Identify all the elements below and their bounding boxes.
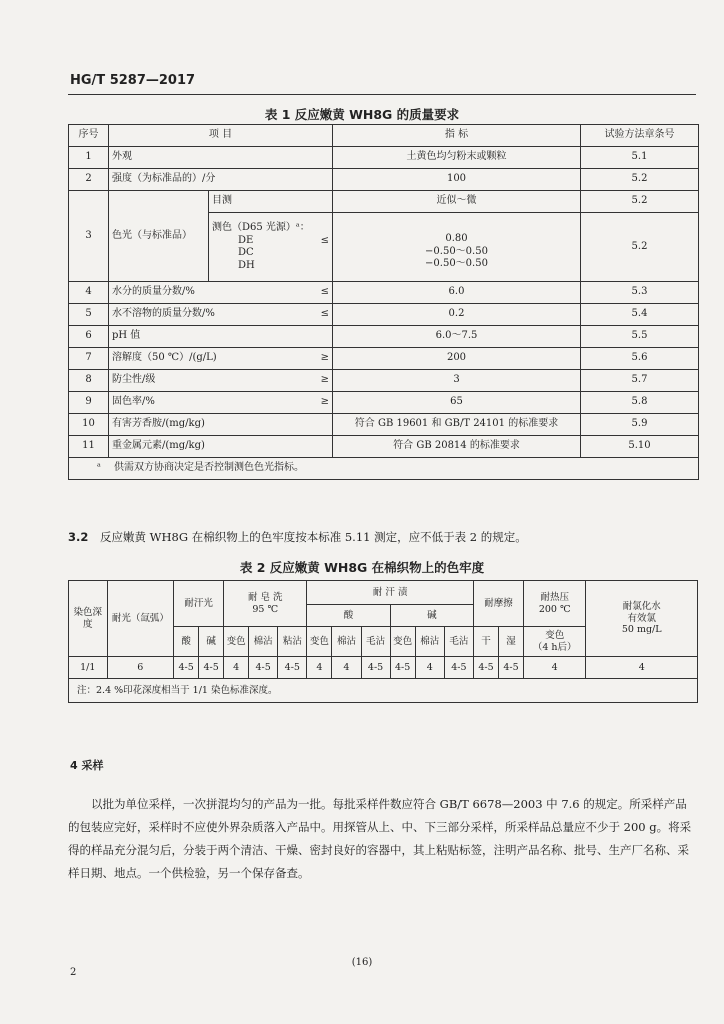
header-sweat-light: 耐汗光 bbox=[174, 581, 224, 627]
de-label: DE bbox=[238, 234, 254, 246]
footnote-mark: ᵃ bbox=[97, 462, 101, 474]
row-item: 有害芳香胺/(mg/kg) bbox=[109, 414, 333, 436]
row-value: 6.0 bbox=[333, 282, 581, 304]
header-alkali: 碱 bbox=[390, 605, 473, 627]
cell-wash-viscose: 4-5 bbox=[278, 657, 307, 679]
sub-measured-label: 测色（D65 光源）ᵃ： bbox=[212, 222, 310, 233]
header-wash-label: 耐 皂 洗 bbox=[247, 591, 283, 603]
quality-requirements-table bbox=[68, 124, 699, 480]
table-row bbox=[69, 657, 698, 679]
dc-label: DC bbox=[238, 247, 254, 258]
row-value: 0.2 bbox=[333, 304, 581, 326]
row-item bbox=[109, 304, 333, 326]
cell-alkali-cotton: 4 bbox=[415, 657, 444, 679]
row-item-label: 水分的质量分数/% bbox=[112, 286, 195, 298]
row-item: 色光（与标准品） bbox=[109, 191, 209, 282]
color-fastness-table bbox=[68, 580, 698, 703]
row-item: 外观 bbox=[109, 147, 333, 169]
row-method: 5.3 bbox=[581, 282, 699, 304]
sub-measured-cell bbox=[209, 213, 333, 282]
row-value: 65 bbox=[333, 392, 581, 414]
row-item: pH 值 bbox=[109, 326, 333, 348]
table-row bbox=[69, 436, 699, 458]
sub-alkali-wool: 毛沾 bbox=[444, 627, 473, 657]
row-value: 土黄色均匀粉末或颗粒 bbox=[333, 147, 581, 169]
sub-wet: 湿 bbox=[498, 627, 523, 657]
row-item: 重金属元素/(mg/kg) bbox=[109, 436, 333, 458]
table-row bbox=[69, 326, 699, 348]
row-no: 4 bbox=[69, 282, 109, 304]
cell-rub-wet: 4-5 bbox=[498, 657, 523, 679]
cell-wash-cotton: 4-5 bbox=[249, 657, 278, 679]
row-no: 3 bbox=[69, 191, 109, 282]
row-no: 7 bbox=[69, 348, 109, 370]
measured-values-cell bbox=[333, 213, 581, 282]
section-4-title: 4 采样 bbox=[70, 759, 104, 772]
header-no: 序号 bbox=[69, 125, 109, 147]
row-operator: ≤ bbox=[320, 308, 329, 320]
measured-method: 5.2 bbox=[581, 213, 699, 282]
header-wash bbox=[224, 581, 307, 627]
table-row bbox=[69, 282, 699, 304]
row-item: 强度（为标准品的）/分 bbox=[109, 169, 333, 191]
row-operator: ≥ bbox=[320, 374, 329, 386]
table2-note-row bbox=[69, 679, 698, 703]
row-value: 3 bbox=[333, 370, 581, 392]
cell-wash-change: 4 bbox=[224, 657, 249, 679]
table-row bbox=[69, 169, 699, 191]
row-method: 5.1 bbox=[581, 147, 699, 169]
table-row bbox=[69, 147, 699, 169]
row-method: 5.2 bbox=[581, 169, 699, 191]
row-method: 5.9 bbox=[581, 414, 699, 436]
sub-hotpress-label: 变色 bbox=[545, 629, 565, 641]
table-row bbox=[69, 304, 699, 326]
section-3-2-text: 反应嫩黄 WH8G 在棉织物上的色牢度按本标准 5.11 测定，应不低于表 2 的规定。 bbox=[100, 530, 527, 544]
table2-header-row-1 bbox=[69, 581, 698, 605]
sub-visual-value: 近似～微 bbox=[333, 191, 581, 213]
header-method: 试验方法章条号 bbox=[581, 125, 699, 147]
cell-hotpress: 4 bbox=[523, 657, 585, 679]
page-number-center: (16) bbox=[351, 957, 373, 968]
cell-sweatlight-alkali: 4-5 bbox=[199, 657, 224, 679]
sub-acid-cotton: 棉沾 bbox=[332, 627, 361, 657]
section-4-paragraph: 以批为单位采样，一次拼混均匀的产品为一批。每批采样件数应符合 GB/T 6678—2003 中 7.6 的规定。所采样产品的包装应完好，采样时不应使外界杂质落入产品中。用探管从上、中、下三部分采样，所采样品总量应不少于 200 g。将采得的样品充分混匀后，分装于两个清洁、干燥、密封良好的容器中，其上粘贴标签，注明产品名称、批号、生产厂名称、采样日期、地点。一个供检验，另一个保存备查。 bbox=[68, 797, 692, 880]
row-item-label: 固色率/% bbox=[112, 396, 155, 408]
section-3-2 bbox=[68, 529, 527, 545]
row-no: 5 bbox=[69, 304, 109, 326]
sub-dry: 干 bbox=[473, 627, 498, 657]
header-rule bbox=[68, 94, 696, 95]
table-row bbox=[69, 392, 699, 414]
dh-value: −0.50～0.50 bbox=[425, 258, 488, 270]
cell-sweatlight-acid: 4-5 bbox=[174, 657, 199, 679]
header-chlorine bbox=[586, 581, 698, 657]
sub-acid-change: 变色 bbox=[307, 627, 332, 657]
row-value: 100 bbox=[333, 169, 581, 191]
sub-visual-method: 5.2 bbox=[581, 191, 699, 213]
sub-visual-label: 目测 bbox=[209, 191, 333, 213]
section-3-2-number: 3.2 bbox=[68, 530, 89, 544]
table1-header-row bbox=[69, 125, 699, 147]
row-no: 6 bbox=[69, 326, 109, 348]
row-item bbox=[109, 348, 333, 370]
row-operator: ≥ bbox=[320, 352, 329, 364]
de-value: 0.80 bbox=[445, 233, 468, 245]
measured-operator: ≤ bbox=[320, 234, 329, 246]
sub-wash-change: 变色 bbox=[224, 627, 249, 657]
page-number-left: 2 bbox=[70, 967, 77, 978]
header-light: 耐光（氙弧） bbox=[107, 581, 174, 657]
row-item-label: 防尘性/级 bbox=[112, 374, 156, 386]
sub-alkali-cotton: 棉沾 bbox=[415, 627, 444, 657]
row-value: 6.0～7.5 bbox=[333, 326, 581, 348]
cell-light: 6 bbox=[107, 657, 174, 679]
header-chlorine-label3: 50 mg/L bbox=[621, 624, 662, 636]
row-item bbox=[109, 370, 333, 392]
header-hotpress-temp: 200 ℃ bbox=[538, 603, 571, 615]
header-index: 指 标 bbox=[333, 125, 581, 147]
row-operator: ≥ bbox=[320, 396, 329, 408]
sub-alkali-change: 变色 bbox=[390, 627, 415, 657]
row-item bbox=[109, 392, 333, 414]
row-method: 5.7 bbox=[581, 370, 699, 392]
row-item-label: 水不溶物的质量分数/% bbox=[112, 308, 215, 320]
row-no: 8 bbox=[69, 370, 109, 392]
table-row bbox=[69, 370, 699, 392]
dc-value: −0.50～0.50 bbox=[425, 245, 488, 257]
sub-wash-viscose: 粘沾 bbox=[278, 627, 307, 657]
row-operator: ≤ bbox=[320, 286, 329, 298]
table-row bbox=[69, 348, 699, 370]
row-method: 5.4 bbox=[581, 304, 699, 326]
sub-acid: 酸 bbox=[174, 627, 199, 657]
standard-code: HG/T 5287—2017 bbox=[70, 73, 196, 88]
row-item-label: 溶解度（50 ℃）/(g/L) bbox=[112, 352, 217, 364]
cell-acid-change: 4 bbox=[307, 657, 332, 679]
table-row-shade-visual bbox=[69, 191, 699, 213]
dh-label: DH bbox=[238, 259, 255, 271]
header-hotpress-label: 耐热压 bbox=[540, 591, 569, 603]
table1-caption: 表 1 反应嫩黄 WH8G 的质量要求 bbox=[264, 107, 460, 122]
header-chlorine-label2: 有效氯 bbox=[627, 612, 656, 624]
cell-chlorine: 4 bbox=[586, 657, 698, 679]
row-no: 9 bbox=[69, 392, 109, 414]
sub-hotpress bbox=[523, 627, 585, 657]
sub-acid-wool: 毛沾 bbox=[361, 627, 390, 657]
row-no: 11 bbox=[69, 436, 109, 458]
cell-alkali-change: 4-5 bbox=[390, 657, 415, 679]
row-method: 5.6 bbox=[581, 348, 699, 370]
cell-acid-cotton: 4 bbox=[332, 657, 361, 679]
sub-hotpress-label2: （4 h后） bbox=[532, 641, 577, 653]
cell-rub-dry: 4-5 bbox=[473, 657, 498, 679]
header-rubbing: 耐摩擦 bbox=[473, 581, 523, 627]
row-value: 符合 GB 19601 和 GB/T 24101 的标准要求 bbox=[333, 414, 581, 436]
row-item bbox=[109, 282, 333, 304]
cell-acid-wool: 4-5 bbox=[361, 657, 390, 679]
row-method: 5.10 bbox=[581, 436, 699, 458]
footnote-text: 供需双方协商决定是否控制测色色光指标。 bbox=[114, 462, 305, 474]
table1-footnote-row bbox=[69, 458, 699, 480]
row-value: 符合 GB 20814 的标准要求 bbox=[333, 436, 581, 458]
sub-alkali: 碱 bbox=[199, 627, 224, 657]
header-chlorine-label: 耐氯化水 bbox=[622, 600, 661, 612]
row-no: 10 bbox=[69, 414, 109, 436]
header-wash-temp: 95 ℃ bbox=[252, 603, 279, 615]
cell-alkali-wool: 4-5 bbox=[444, 657, 473, 679]
row-method: 5.8 bbox=[581, 392, 699, 414]
table2-caption: 表 2 反应嫩黄 WH8G 在棉织物上的色牢度 bbox=[239, 560, 485, 575]
row-method: 5.5 bbox=[581, 326, 699, 348]
table-row bbox=[69, 414, 699, 436]
sub-wash-cotton: 棉沾 bbox=[249, 627, 278, 657]
row-no: 2 bbox=[69, 169, 109, 191]
header-item: 项 目 bbox=[109, 125, 333, 147]
table2-note: 注：2.4 %印花深度相当于 1/1 染色标准深度。 bbox=[69, 679, 698, 703]
row-value: 200 bbox=[333, 348, 581, 370]
row-no: 1 bbox=[69, 147, 109, 169]
cell-depth: 1/1 bbox=[69, 657, 108, 679]
header-acid: 酸 bbox=[307, 605, 390, 627]
header-depth: 染色深度 bbox=[69, 581, 108, 657]
table1-footnote bbox=[69, 458, 699, 480]
header-hotpress bbox=[523, 581, 585, 627]
header-perspiration: 耐 汗 渍 bbox=[307, 581, 474, 605]
